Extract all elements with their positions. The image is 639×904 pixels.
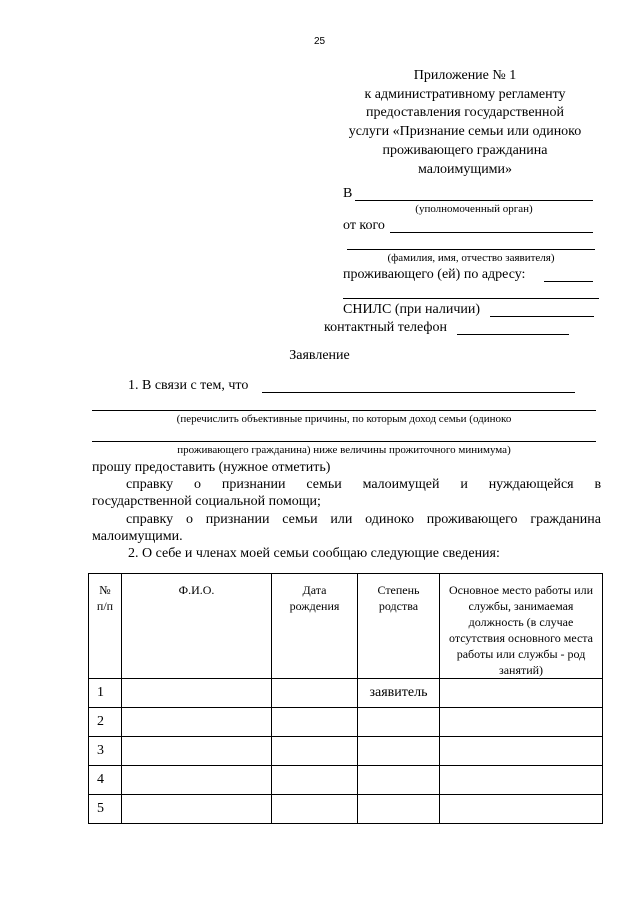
- birthdate-cell[interactable]: [272, 766, 358, 795]
- address-field-line2[interactable]: [343, 298, 599, 299]
- word: малоимущей: [362, 477, 440, 492]
- reason-field-line2[interactable]: [92, 410, 596, 411]
- row-number: 3: [89, 737, 122, 766]
- from-field[interactable]: [390, 232, 593, 233]
- table-row: [89, 795, 603, 824]
- reason-field[interactable]: [262, 392, 575, 393]
- document-title: Заявление: [289, 348, 350, 363]
- name-cell[interactable]: [122, 795, 272, 824]
- from-caption: (фамилия, имя, отчество заявителя): [387, 252, 555, 264]
- section1-lead: 1. В связи с тем, что: [128, 378, 249, 393]
- address-label: проживающего (ей) по адресу:: [343, 267, 526, 282]
- header-text: службы, занимаемая: [468, 599, 574, 613]
- annex-line: услуги «Признание семьи или одиноко: [348, 124, 582, 140]
- word: нуждающейся: [488, 477, 574, 492]
- word: проживающего: [426, 512, 518, 527]
- annex-line: предоставления государственной: [365, 105, 565, 121]
- birthdate-cell[interactable]: [272, 795, 358, 824]
- col-header-workplace: [440, 574, 603, 679]
- col-header-name: [122, 574, 272, 679]
- to-field[interactable]: [355, 200, 593, 201]
- page-number: 25: [313, 36, 326, 47]
- name-cell[interactable]: [122, 737, 272, 766]
- word: семьи: [306, 477, 342, 492]
- word: в: [594, 477, 602, 492]
- header-text: Дата: [302, 583, 327, 597]
- word: семьи: [282, 512, 318, 527]
- phone-label: контактный телефон: [324, 320, 447, 335]
- col-header-birthdate: [272, 574, 358, 679]
- family-table: [88, 573, 603, 824]
- birthdate-cell[interactable]: [272, 737, 358, 766]
- table-header-row: [89, 574, 603, 679]
- row-number: 4: [89, 766, 122, 795]
- reason-field-line3[interactable]: [92, 441, 596, 442]
- annex-line: к административному регламенту: [364, 86, 566, 102]
- annex-block: [335, 67, 595, 179]
- header-text: родства: [378, 599, 419, 613]
- header-text: работы или службы - род: [456, 647, 586, 661]
- header-text: Степень: [377, 583, 420, 597]
- row-number: 1: [89, 679, 122, 708]
- to-caption: (уполномоченный орган): [415, 203, 533, 215]
- col-header-number: [89, 574, 122, 679]
- workplace-cell[interactable]: [440, 795, 603, 824]
- word: справку: [126, 477, 174, 492]
- table-row: [89, 679, 603, 708]
- word: гражданина: [530, 512, 601, 527]
- word: или: [330, 512, 353, 527]
- reason-caption-2: проживающего гражданина) ниже величины прожиточного минимума): [177, 444, 511, 456]
- annex-line: малоимущими»: [417, 161, 513, 177]
- header-text: п/п: [96, 599, 114, 613]
- row-number: 5: [89, 795, 122, 824]
- header-text: Основное место работы или: [448, 583, 594, 597]
- phone-field[interactable]: [457, 334, 569, 335]
- header-text: должность (в случае: [468, 615, 574, 629]
- option1-line2: государственной социальной помощи;: [92, 494, 321, 509]
- request-text: прошу предоставить (нужное отметить): [92, 460, 331, 475]
- name-cell[interactable]: [122, 679, 272, 708]
- word: о: [185, 512, 193, 527]
- option2-line1: [126, 512, 601, 528]
- relation-cell[interactable]: [358, 737, 440, 766]
- name-cell[interactable]: [122, 766, 272, 795]
- relation-cell[interactable]: [358, 795, 440, 824]
- workplace-cell[interactable]: [440, 708, 603, 737]
- table-row: [89, 708, 603, 737]
- relation-cell[interactable]: заявитель: [358, 679, 440, 708]
- reason-caption-1: (перечислить объективные причины, по которым доход семьи (одиноко: [176, 413, 512, 425]
- workplace-cell[interactable]: [440, 737, 603, 766]
- birthdate-cell[interactable]: [272, 679, 358, 708]
- relation-cell[interactable]: [358, 766, 440, 795]
- header-text: №: [99, 583, 111, 597]
- word: признании: [221, 477, 286, 492]
- birthdate-cell[interactable]: [272, 708, 358, 737]
- table-row: [89, 737, 603, 766]
- table-row: [89, 766, 603, 795]
- workplace-cell[interactable]: [440, 766, 603, 795]
- word: справку: [126, 512, 174, 527]
- relation-cell[interactable]: [358, 708, 440, 737]
- word: признании: [205, 512, 270, 527]
- word: о: [193, 477, 201, 492]
- section2-lead: 2. О себе и членах моей семьи сообщаю следующие сведения:: [128, 546, 500, 561]
- snils-field[interactable]: [490, 316, 594, 317]
- from-label: от кого: [343, 218, 385, 233]
- col-header-relation: [358, 574, 440, 679]
- annex-line: Приложение № 1: [413, 68, 517, 83]
- row-number: 2: [89, 708, 122, 737]
- to-label: В: [343, 186, 353, 201]
- snils-label: СНИЛС (при наличии): [343, 302, 481, 317]
- word: одиноко: [365, 512, 414, 527]
- from-field-line2[interactable]: [347, 249, 595, 250]
- address-field[interactable]: [544, 281, 593, 282]
- header-text: Ф.И.О.: [178, 583, 215, 597]
- header-text: отсутствия основного места: [449, 631, 593, 645]
- annex-line: проживающего гражданина: [382, 142, 548, 158]
- workplace-cell[interactable]: [440, 679, 603, 708]
- name-cell[interactable]: [122, 708, 272, 737]
- header-text: занятий): [498, 663, 544, 677]
- header-text: рождения: [289, 599, 340, 613]
- option1-line1: [126, 477, 601, 493]
- option2-line2: малоимущими.: [92, 529, 183, 544]
- word: и: [460, 477, 468, 492]
